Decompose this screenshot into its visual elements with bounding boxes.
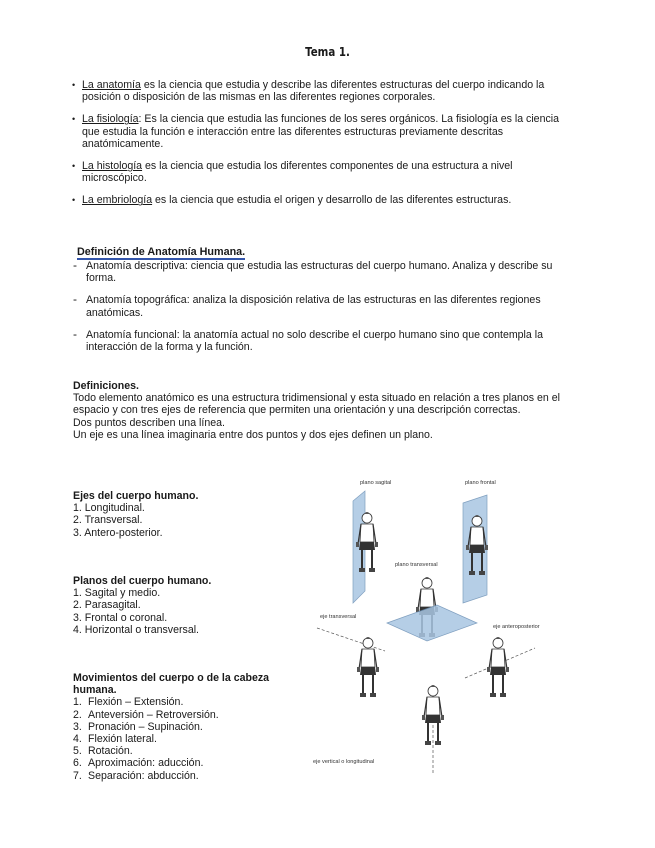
bullet-histologia [72, 160, 572, 184]
axes-block [73, 490, 303, 539]
axis-item: 3. Antero-posterior. [73, 526, 163, 539]
plane-item: 3. Frontal o coronal. [73, 611, 168, 624]
movement-item: 6. Aproximación: aducción. [73, 757, 204, 770]
label-plano-sagital: plano sagital [360, 480, 392, 486]
movements-list [73, 696, 288, 781]
label-eje-anteroposterior: eje anteroposterior [493, 624, 540, 630]
movements-block [73, 672, 288, 782]
movement-item: 2. Anteversión – Retroversión. [73, 708, 219, 721]
term: La histología [82, 160, 143, 173]
definition-line: Todo elemento anatómico es una estructura tridimensional y esta situado en relación a tres planos en el espacio y con tres ejes de referencia que permiten una orientación y una descripción correctas. [73, 392, 561, 417]
definition-line: Dos puntos describen una línea. [73, 416, 225, 429]
transverse-axis-line [317, 628, 385, 651]
bullet-text: es la ciencia que estudia el origen y desarrollo de las diferentes estructuras. [152, 194, 512, 207]
label-plano-frontal: plano frontal [465, 480, 496, 486]
anatomy-types-list [73, 260, 563, 363]
axes-heading: Ejes del cuerpo humano. [73, 490, 199, 502]
bullet-text: : Es la ciencia que estudia las funciones de los seres orgánicos. La fisiología es la ciencia que estudia la función e interacción entre las diferentes estructuras previamente descritas anatómicamente. [82, 113, 560, 150]
bullet-embriologia [72, 194, 572, 206]
definitions-bullet-list [72, 79, 572, 217]
anatomy-type-item: - Anatomía topográfica: analiza la disposición relativa de las estructuras en las diferentes regiones anatómicas. [73, 294, 563, 318]
term: La fisiología [82, 113, 139, 126]
anatomy-heading: Definición de Anatomía Humana. [77, 246, 246, 258]
bullet-fisiologia [72, 113, 572, 150]
axis-item: 1. Longitudinal. [73, 502, 145, 515]
definition-line: Un eje es una línea imaginaria entre dos puntos y dos ejes definen un plano. [73, 428, 433, 441]
definitions-heading: Definiciones. [73, 380, 139, 392]
plane-item: 4. Horizontal o transversal. [73, 623, 200, 636]
axis-item: 2. Transversal. [73, 514, 143, 527]
movement-item: 7. Separación: abducción. [73, 769, 199, 782]
movements-heading: Movimientos del cuerpo o de la cabeza humana. [73, 672, 270, 697]
anatomy-type-item: - Anatomía funcional: la anatomía actual no solo describe el cuerpo humano sino que contempla la interacción de la forma y la función. [73, 329, 563, 353]
plane-item: 2. Parasagital. [73, 599, 141, 612]
term: La anatomía [82, 79, 141, 91]
bullet-text: es la ciencia que estudia los diferentes componentes de una estructura a nivel microscópico. [82, 160, 513, 185]
page-title: Tema 1. [305, 44, 350, 59]
planes-heading: Planos del cuerpo humano. [73, 575, 212, 587]
definitions-block [73, 380, 563, 441]
movement-item: 3. Pronación – Supinación. [73, 720, 203, 733]
movement-item: 5. Rotación. [73, 745, 133, 758]
label-eje-transversal: eje transversal [320, 614, 357, 620]
transverse-plane [387, 605, 477, 641]
label-plano-transversal: plano transversal [395, 562, 438, 568]
anatomy-type-item: - Anatomía descriptiva: ciencia que estudia las estructuras del cuerpo humano. Analiza y describe su forma. [73, 260, 563, 284]
planes-block [73, 575, 303, 636]
label-eje-vertical: eje vertical o longitudinal [313, 759, 375, 765]
anatomical-planes-figure [305, 473, 545, 778]
movement-item: 4. Flexión lateral. [73, 733, 157, 746]
movement-item: 1. Flexión – Extensión. [73, 696, 184, 709]
bullet-anatomia [72, 79, 572, 103]
figure-person-axis-transverse [357, 637, 379, 697]
term: La embriología [82, 194, 153, 207]
plane-item: 1. Sagital y medio. [73, 587, 161, 600]
bullet-text: es la ciencia que estudia y describe las diferentes estructuras del cuerpo indicando la posición o disposición de las mismas en las diferentes regiones corporales. [82, 79, 545, 104]
